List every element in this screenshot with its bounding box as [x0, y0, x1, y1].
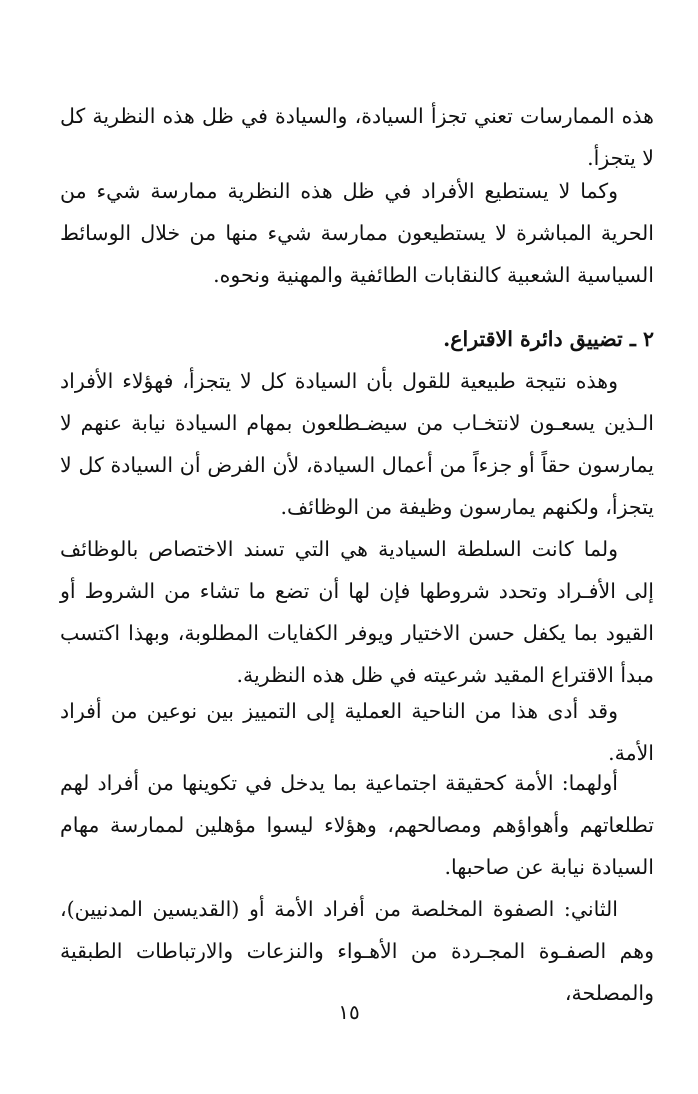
paragraph-7: الثاني: الصفوة المخلصة من أفراد الأمة أو (القديسين المدنيين)، وهم الصفـوة المجـردة من الأهـواء والنزعات والارتباطات الطبقية والمصلحة،	[60, 897, 654, 1005]
paragraph-5: وقد أدى هذا من الناحية العملية إلى التمييز بين نوعين من أفراد الأمة.	[60, 699, 654, 765]
section-heading: ٢ ـ تضييق دائرة الاقتراع.	[443, 327, 654, 351]
paragraph-1: هذه الممارسات تعني تجزأ السيادة، والسيادة في ظل هذه النظرية كل لا يتجزأ.	[60, 104, 654, 170]
paragraph-2: وكما لا يستطيع الأفراد في ظل هذه النظرية ممارسة شيء من الحرية المباشرة لا يستطيعون ممارسة شيء منها من خلال الوسائط السياسية الشعبية كالنقابات الطائفية والمهنية ونحوه.	[60, 179, 654, 287]
paragraph-4: ولما كانت السلطة السيادية هي التي تسند الاختصاص بالوظائف إلى الأفـراد وتحدد شروطها فإن لها أن تضع ما تشاء من الشروط أو القيود بما يكفل حسن الاختيار ويوفر الكفايات المطلوبة، وبهذا اكتسب مبدأ الاقتراع المقيد شرعيته في ظل هذه النظرية.	[60, 537, 654, 687]
page-number: ١٥	[338, 1000, 360, 1024]
paragraph-3: وهذه نتيجة طبيعية للقول بأن السيادة كل لا يتجزأ، فهؤلاء الأفراد الـذين يسعـون لانتخـاب من سيضـطلعون بمهام السيادة نيابة عنهم لا يمارسون حقاً أو جزءاً من أعمال السيادة، لأن الفرض أن السيادة كل لا يتجزأ، ولكنهم يمارسون وظيفة من الوظائف.	[60, 369, 654, 519]
paragraph-6: أولهما: الأمة كحقيقة اجتماعية بما يدخل في تكوينها من أفراد لهم تطلعاتهم وأهواؤهم ومصالحهم، وهؤلاء ليسوا مؤهلين لممارسة مهام السيادة نيابة عن صاحبها.	[60, 771, 654, 879]
